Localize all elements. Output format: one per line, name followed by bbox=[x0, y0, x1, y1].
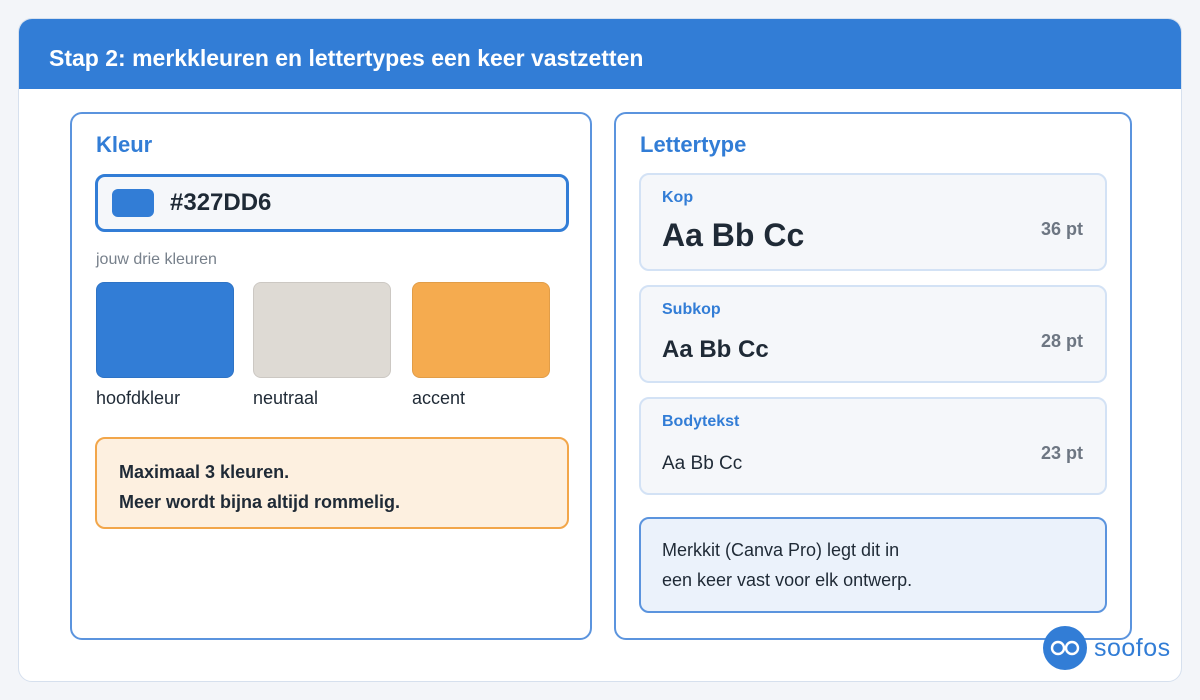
color-panel bbox=[70, 112, 592, 640]
swatch-label-hoofdkleur: hoofdkleur bbox=[96, 388, 181, 408]
font-card-bodytekst[interactable] bbox=[639, 397, 1107, 495]
font-size-kop: 36 pt bbox=[1040, 219, 1083, 239]
font-panel-title: Lettertype bbox=[640, 132, 747, 157]
brand-kit-info bbox=[639, 517, 1107, 613]
glasses-icon bbox=[1043, 626, 1087, 670]
slide-card bbox=[18, 18, 1182, 682]
info-line-1: Merkkit (Canva Pro) legt dit in bbox=[662, 540, 900, 560]
page-title-text: Stap 2: merkkleuren en lettertypes een keer vastzetten bbox=[49, 44, 644, 71]
font-panel bbox=[614, 112, 1132, 640]
page-title bbox=[19, 19, 1181, 89]
font-name-bodytekst: Bodytekst bbox=[662, 413, 740, 430]
font-name-subkop: Subkop bbox=[662, 301, 721, 318]
font-sample-kop: Aa Bb Cc bbox=[662, 217, 805, 253]
color-panel-title: Kleur bbox=[96, 132, 153, 157]
color-chip[interactable] bbox=[112, 189, 154, 217]
warning-line-2: Meer wordt bijna altijd rommelig. bbox=[119, 492, 401, 512]
swatch-neutraal[interactable] bbox=[253, 282, 391, 378]
swatch-label-accent: accent bbox=[412, 388, 466, 408]
swatch-hoofdkleur[interactable] bbox=[96, 282, 234, 378]
color-hex-value: #327DD6 bbox=[170, 189, 272, 216]
font-sample-bodytekst: Aa Bb Cc bbox=[662, 453, 743, 474]
swatch-accent[interactable] bbox=[412, 282, 550, 378]
logo-text: soofos bbox=[1094, 633, 1171, 662]
color-limit-warning bbox=[95, 437, 569, 529]
font-card-subkop[interactable] bbox=[639, 285, 1107, 383]
font-size-bodytekst: 23 pt bbox=[1040, 443, 1083, 463]
font-size-subkop: 28 pt bbox=[1040, 331, 1083, 351]
swatch-label-neutraal: neutraal bbox=[253, 388, 319, 408]
swatch-caption: jouw drie kleuren bbox=[96, 251, 217, 268]
color-hex-input[interactable] bbox=[95, 174, 569, 232]
warning-line-1: Maximaal 3 kleuren. bbox=[119, 462, 290, 482]
info-line-2: een keer vast voor elk ontwerp. bbox=[662, 570, 913, 590]
font-sample-subkop: Aa Bb Cc bbox=[662, 336, 769, 363]
font-card-kop[interactable] bbox=[639, 173, 1107, 271]
soofos-logo bbox=[1043, 626, 1171, 670]
font-name-kop: Kop bbox=[662, 189, 694, 206]
